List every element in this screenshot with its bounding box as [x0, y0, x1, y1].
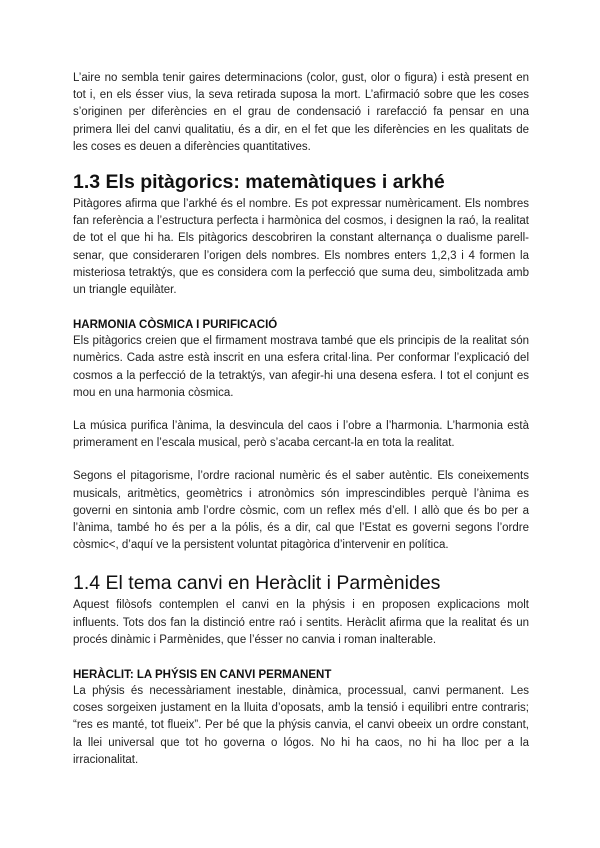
subheading-heraclitus: HERÀCLIT: LA PHÝSIS EN CANVI PERMANENT	[73, 669, 332, 682]
document-page	[73, 70, 529, 769]
subheading-cosmic-harmony: HARMONIA CÒSMICA I PURIFICACIÓ	[73, 319, 278, 332]
paragraph-rational-order: Segons el pitagorisme, l’ordre racional numèric és el saber autèntic. Els coneixements musicals, aritmètics, geomètrics i atronòmics són imprescindibles perquè l’ànima es governi en sintonia amb l’ordre còsmic, com un reflex més d’ell. I allò que és bo per a l’ànima, també ho és per a la pólis, és a dir, cal que l’Estat es governi segons l’ordre còsmic<, d’aquí ve la persistent voluntat pitagòrica d’intervenir en política.	[73, 470, 529, 552]
intro-paragraph: L’aire no sembla tenir gaires determinacions (color, gust, olor o figura) i està present en tot i, en els ésser vius, la seva retirada suposa la mort. L’afirmació sobre que les coses s’originen per diferències en el grau de condensació i rarefacció fa pensar en una primera llei del canvi qualitatiu, és a dir, en el fet que les diferències en les qualitats de les coses es deuen a diferències quantitatives.	[73, 72, 529, 153]
paragraph-firmament: Els pitàgorics creien que el firmament mostrava també que els principis de la realitat són numèrics. Cada astre està inscrit en una esfera crital·lina. Per conformar l’explicació del cosmos a la perfecció de la tetraktýs, van afegir-hi una desena esfera. I tot el conjunt es mou en una harmonia còsmica.	[73, 335, 529, 399]
section-heading-pythagoreans: 1.3 Els pitàgorics: matemàtiques i arkhé	[73, 171, 445, 194]
paragraph-music: La música purifica l’ànima, la desvincula del caos i l’obre a l’harmonia. L’harmonia està primerament en l’escala musical, però s’acaba cercant-la en tota la realitat.	[73, 420, 529, 450]
section-paragraph-pythagoreans: Pitàgores afirma que l’arkhé és el nombre. Es pot expressar numèricament. Els nombres fan referència a l’estructura perfecta i harmònica del cosmos, i designen la raó, la realitat de tot el que hi ha. Els pitàgorics descobriren la constant alternança o dualisme parell-senar, que consideraren l’origen dels nombres. Els nombres enters 1,2,3 i 4 formen la misteriosa tetraktýs, que es considera com la perfecció que suma deu, simbolitzada amb un triangle equilàter.	[73, 198, 529, 297]
paragraph-physis: La phýsis és necessàriament inestable, dinàmica, processual, canvi permanent. Les coses sorgeixen justament en la lluita d’oposats, amb la tensió i equilibri entre contraris; “res es manté, tot flueix”. Per bé que la phýsis canvia, el canvi obeeix un ordre constant, la llei universal que tot ho governa o lógos. No hi ha caos, no hi ha lloc per a la irracionalitat.	[73, 685, 529, 766]
section-paragraph-change: Aquest filòsofs contemplen el canvi en la phýsis i en proposen explicacions molt influents. Tots dos fan la distinció entre raó i sentits. Heràclit afirma que la realitat és un procés dinàmic i Parmènides, que l’ésser no canvia i roman inalterable.	[73, 599, 529, 646]
section-heading-change: 1.4 El tema canvi en Heràclit i Parmènides	[73, 572, 441, 595]
